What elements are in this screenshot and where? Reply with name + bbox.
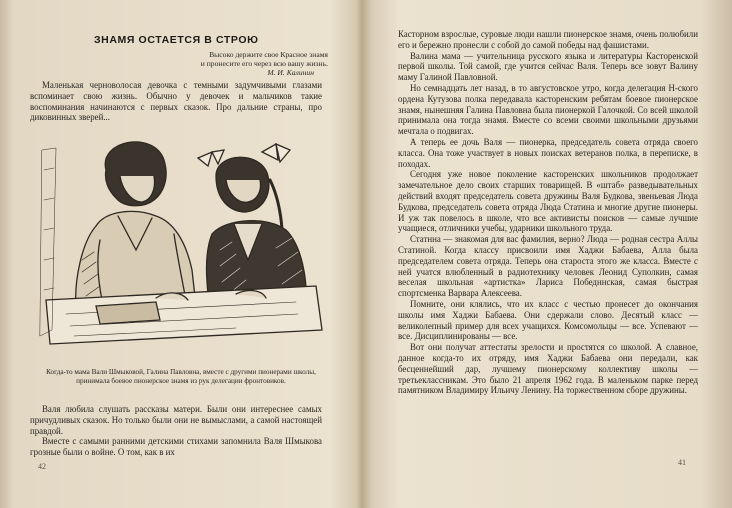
left-intro-text [30, 80, 322, 123]
paragraph: Касторном взрослые, суровые люди нашли пионерское знамя, очень полюбили его и бережно пронесли с собой до самой победы над фашистами. [398, 29, 698, 50]
paragraph: Валина мама — учительница русского языка и литературы Касторенской первой школы. Той самой, где учится сейчас Валя. Теперь все зовут Валину маму Галиной Павловной. [398, 50, 698, 83]
epigraph [150, 50, 328, 77]
paragraph: Вот они получат аттестаты зрелости и простятся со школой. А славное, данное когда-то их отряду, имя Хаджи Бабаева они передали, как бесценнейший дар, лучшему пионерскому коллективу школы — третьеклассникам. Это было 21 апреля 1962 года. В маленьком парке перед памятником Владимиру Ильичу Ленину. На торжественном сборе дружины. [398, 342, 698, 396]
illustration-caption: Когда-то мама Вали Шмыковой, Галина Павловна, вместе с другими пионерами школы, принимала боевое пионерское знамя из рук делегации фронтовиков. [46, 368, 316, 385]
page-number: 41 [678, 458, 686, 467]
epigraph-author: М. И. Калинин [267, 68, 314, 77]
right-page-text [398, 29, 698, 396]
paragraph: Помните, они клялись, что их класс с честью пронесет до окончания школы имя Хаджи Бабаева. Они сдержали слово. Десятый класс — великолепный пример для всех учащихся. Комсомольцы — все. Успевают — все. Дисциплинированы — все. [398, 298, 698, 342]
paragraph: Маленькая черноволосая девочка с темными задумчивыми глазами вспоминает свою жизнь. Обычно у девочек и мальчиков такие воспоминания начинаются с первых сказок. Про дальние страны, про диковинных зверей... [30, 80, 322, 123]
paragraph: А теперь ее дочь Валя — пионерка, председатель совета отряда своего класса. Она тоже участвует в новых поисках ветеранов полка, в переписке, в походах. [398, 136, 698, 169]
paragraph: Сегодня уже новое поколение касторенских школьников продолжает замечательное дело своих старших товарищей. В «штаб» разведывательных действий входят председатель совета дружины Валя Будкова, звеньевая Люда Будкова, председатель совета отряда Люда Статина и многие другие пионеры. И уж так повелось в школе, что все активисты поисков — самые лучшие учащиеся, отличники учебы, ударники школьного труда. [398, 169, 698, 234]
paragraph: Статнна — знакомая для вас фамилия, верно? Люда — родная сестра Аллы Статиной. Когда классу присвоили имя Хаджи Бабаева, Алла была председателем совета отряда. Теперь она староста этого же класса. Вместе с ней учатся влюбленный в радиотехнику человек Леонид Суполкин, самая веселая школьная «артистка» Лариса Победннская, самая быстрая спортсменка Варвара Алексеева. [398, 234, 698, 299]
epigraph-line-2: и пронесите его через всю вашу жизнь. [200, 59, 328, 68]
left-bottom-text [30, 404, 322, 458]
epigraph-line-1: Высоко держите свое Красное знамя [209, 50, 328, 59]
chapter-title: ЗНАМЯ ОСТАЕТСЯ В СТРОЮ [94, 34, 259, 46]
paragraph: Валя любила слушать рассказы матери. Были они интереснее самых причудливых сказок. Но только были они не вымыслами, а самой настоящей правдой. [30, 404, 322, 436]
left-page [0, 0, 360, 508]
illustration-mother-and-daughter [36, 130, 326, 366]
paragraph: Но семнадцать лет назад, в то августовское утро, когда делегация Н-ского ордена Кутузова полка передавала касторенским ребятам боевое пионерское знамя, нынешняя Галина Павловна была пионеркой Галочкой. Со всей школой принимала она тогда знамя. Вместе со всеми своими школьными друзьями мечтала о подвигах. [398, 82, 698, 137]
page-number: 42 [38, 462, 46, 471]
paragraph: Вместе с самыми ранними детскими стихами запомнила Валя Шмыкова грозные были о войне. О том, как в их [30, 436, 322, 458]
